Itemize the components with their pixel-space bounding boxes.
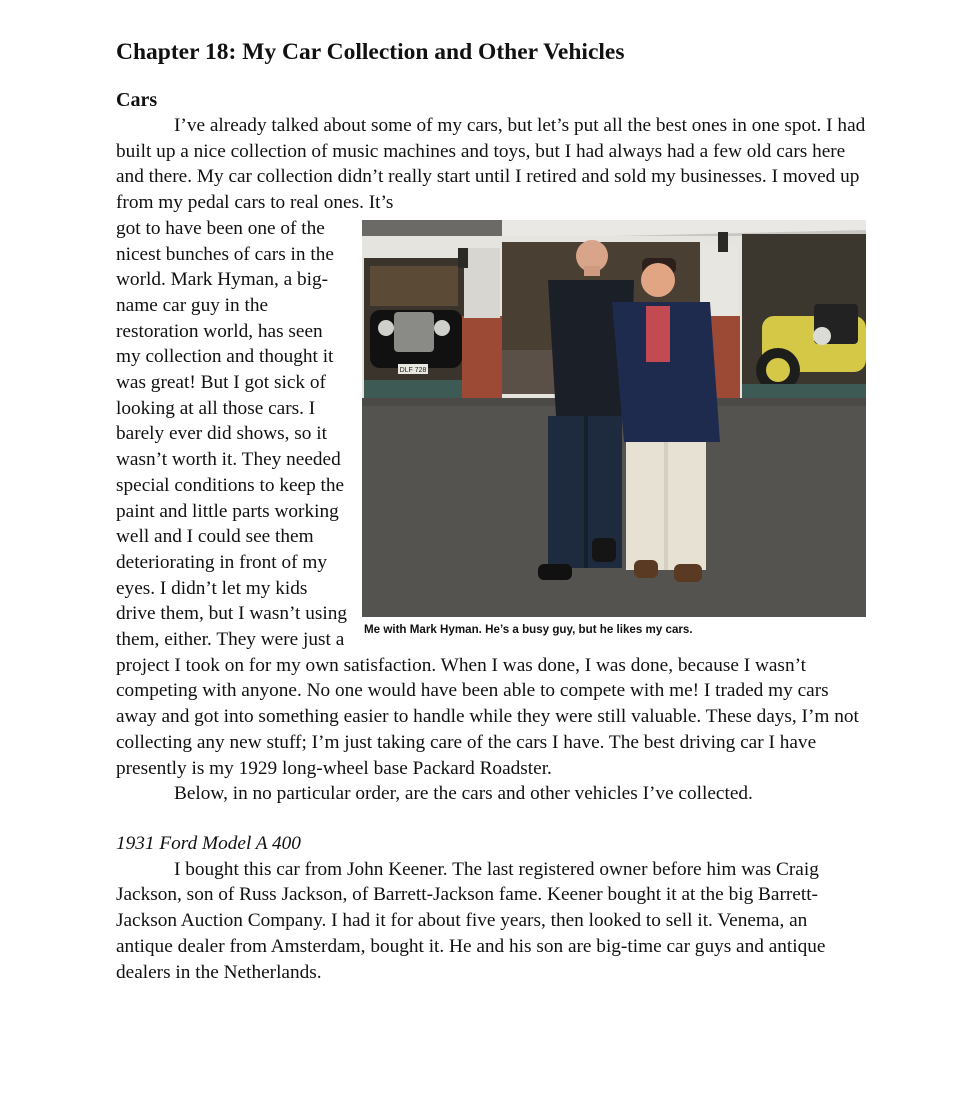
paragraph-intro-wrapped: got to have been one of the nicest bunches of cars in the world. Mark Hyman, a big-name car guy in the restoration world, has seen my collection and thought it was great! But I got sick of looking at all those cars. I barely ever did shows, so it wasn’t worth it. They needed special conditions to keep the paint and little parts working well and I could see them deteriorating in front of my eyes. I didn’t let my kids drive them, but I wasn’t using them, either. They were just a project I took on for my own satisfaction. When I was done, I was done, because I wasn’t competing with anyone. No one would have been able to compete with me! I traded my cars away and got into something easier to handle while they were still valuable. These days, I’m not collecting any new stuff; I’m just taking care of the cars I have. The best driving car I have presently is my 1929 long-wheel base Packard Roadster.	[116, 217, 859, 779]
paragraph-listing-intro: Below, in no particular order, are the cars and other vehicles I’ve collected.	[174, 783, 753, 805]
license-plate: DLF 728	[399, 366, 427, 374]
section-heading: Cars	[116, 89, 158, 111]
chapter-title: Chapter 18: My Car Collection and Other Vehicles	[116, 39, 625, 65]
paragraph-intro-top: I’ve already talked about some of my cars, but let’s put all the best ones in one spot. I had built up a nice collection of music machines and toys, but I had always had a few old cars here and there. My car collection didn’t really start until I retired and sold my businesses. I moved up from my pedal cars to real ones. It’s	[116, 115, 866, 214]
subsection-title: 1931 Ford Model A 400	[116, 832, 301, 854]
wrapped-text-zone	[116, 216, 866, 781]
document-page	[116, 38, 866, 985]
photo-figure	[362, 220, 866, 639]
paragraph-ford-model-a: I bought this car from John Keener. The last registered owner before him was Craig Jackson, son of Russ Jackson, of Barrett-Jackson fame. Keener bought it at the big Barrett-Jackson Auction Company. I had it for about five years, then looked to sell it. Venema, an antique dealer from Amsterdam, bought it. He and his son are big-time car guys and antique dealers in the Netherlands.	[116, 858, 826, 983]
garage-photo	[362, 220, 866, 617]
photo-caption: Me with Mark Hyman. He’s a busy guy, but he likes my cars.	[364, 622, 693, 636]
